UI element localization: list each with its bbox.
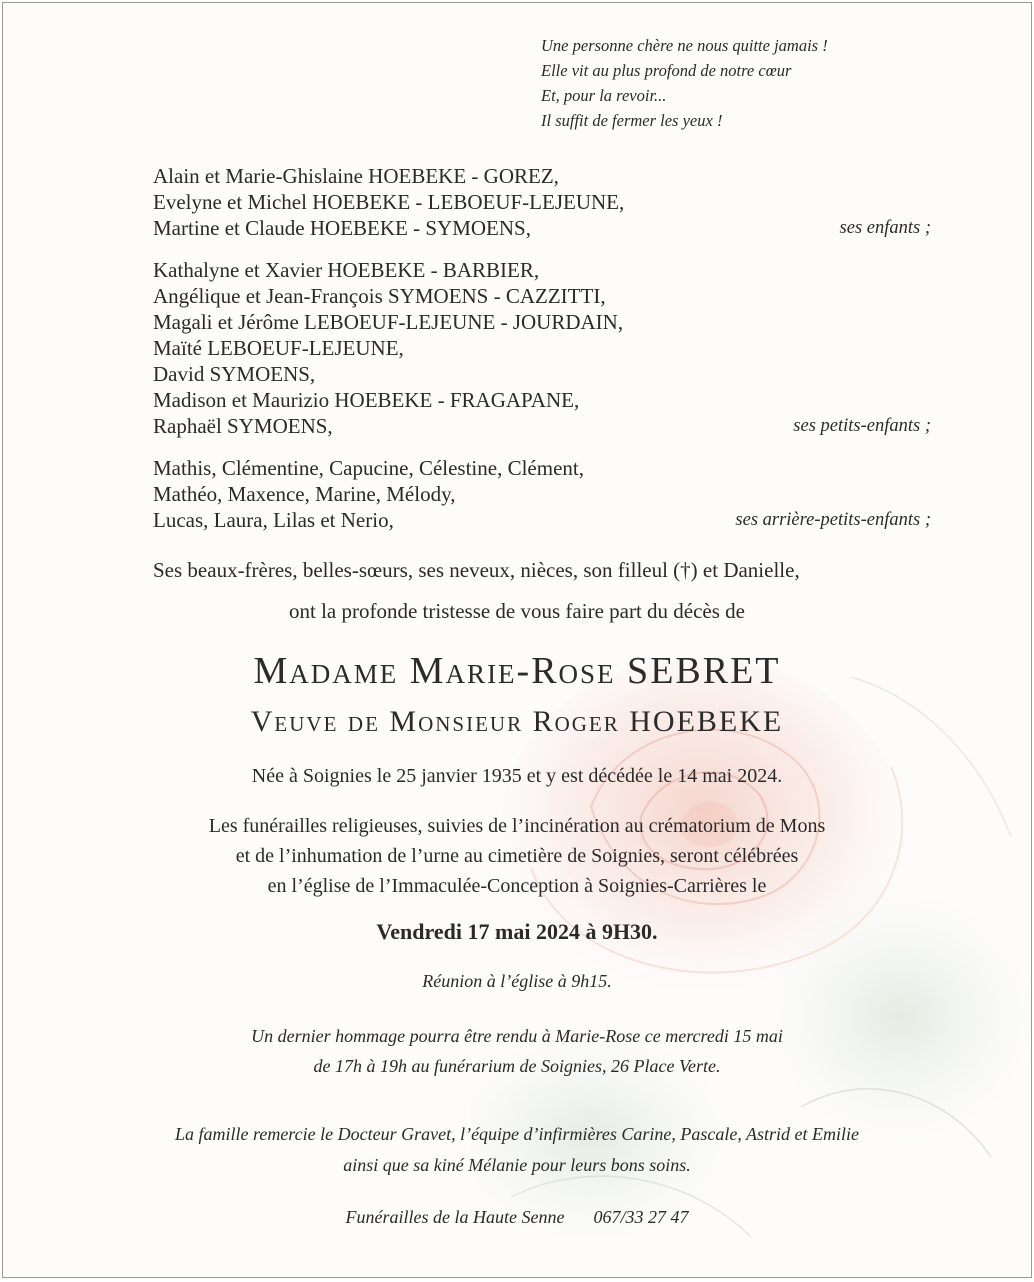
funeral-line: en l’église de l’Immaculée-Conception à Soignies-Carrières le — [267, 875, 767, 897]
quote-line: Et, pour la revoir... — [541, 86, 667, 105]
family-line: Angélique et Jean-François SYMOENS - CAZZITTI, — [153, 284, 606, 308]
family-line: Lucas, Laura, Lilas et Nerio, — [153, 508, 394, 532]
funeral-details — [3, 811, 1031, 901]
family-line: Mathis, Clémentine, Capucine, Célestine, Clément, — [153, 456, 584, 480]
thanks-line: La famille remercie le Docteur Gravet, l’équipe d’infirmières Carine, Pascale, Astrid et Emilie — [174, 1124, 860, 1144]
relation-label: ses petits-enfants ; — [793, 416, 931, 436]
family-line: Martine et Claude HOEBEKE - SYMOENS, — [153, 216, 531, 240]
family-line: Raphaël SYMOENS, — [153, 414, 333, 438]
family-line: Magali et Jérôme LEBOEUF-LEJEUNE - JOURDAIN, — [153, 310, 624, 334]
relation-label: ses enfants ; — [839, 218, 931, 238]
quote-poem — [541, 33, 828, 133]
family-line: Madison et Maurizio HOEBEKE - FRAGAPANE, — [153, 388, 580, 412]
funeral-line: Les funérailles religieuses, suivies de l’incinération au crématorium de Mons — [208, 815, 826, 837]
relation-label: ses arrière-petits-enfants ; — [735, 510, 931, 530]
great-grandchildren-block — [153, 455, 931, 533]
family-line: Maïté LEBOEUF-LEJEUNE, — [153, 336, 404, 360]
family-line: Alain et Marie-Ghislaine HOEBEKE - GOREZ, — [153, 164, 559, 188]
children-block — [153, 163, 931, 241]
quote-line: Elle vit au plus profond de notre cœur — [541, 61, 792, 80]
quote-line: Il suffit de fermer les yeux ! — [541, 111, 723, 130]
family-line: David SYMOENS, — [153, 362, 316, 386]
widow-of: Veuve de Monsieur Roger HOEBEKE — [250, 705, 784, 738]
funeral-home-name: Funérailles de la Haute Senne — [345, 1207, 565, 1227]
family-line: Mathéo, Maxence, Marine, Mélody, — [153, 482, 456, 506]
funeral-line: et de l’inhumation de l’urne au cimetière de Soignies, seront célébrées — [235, 845, 799, 867]
deceased-name: Madame Marie-Rose SEBRET — [253, 650, 781, 692]
thanks — [3, 1119, 1031, 1181]
tribute-details — [3, 1021, 1031, 1081]
meeting-time: Réunion à l’église à 9h15. — [422, 971, 612, 991]
tribute-line: Un dernier hommage pourra être rendu à Marie-Rose ce mercredi 15 mai — [251, 1026, 783, 1046]
grandchildren-block — [153, 257, 931, 439]
tribute-line: de 17h à 19h au funérarium de Soignies, 26 Place Verte. — [313, 1056, 721, 1076]
ceremony-date: Vendredi 17 mai 2024 à 9H30. — [376, 919, 658, 944]
funeral-home — [3, 1207, 1031, 1228]
family-line: Evelyne et Michel HOEBEKE - LEBOEUF-LEJEUNE, — [153, 190, 625, 214]
thanks-line: ainsi que sa kiné Mélanie pour leurs bons soins. — [343, 1155, 691, 1175]
birth-death-dates: Née à Soignies le 25 janvier 1935 et y est décédée le 14 mai 2024. — [251, 765, 783, 787]
obituary-card — [2, 2, 1032, 1278]
quote-line: Une personne chère ne nous quitte jamais ! — [541, 36, 828, 55]
announcement: ont la profonde tristesse de vous faire part du décès de — [288, 599, 745, 623]
extended-family: Ses beaux-frères, belles-sœurs, ses neveux, nièces, son filleul (†) et Danielle, — [153, 558, 800, 582]
funeral-home-phone: 067/33 27 47 — [593, 1207, 689, 1227]
family-line: Kathalyne et Xavier HOEBEKE - BARBIER, — [153, 258, 540, 282]
